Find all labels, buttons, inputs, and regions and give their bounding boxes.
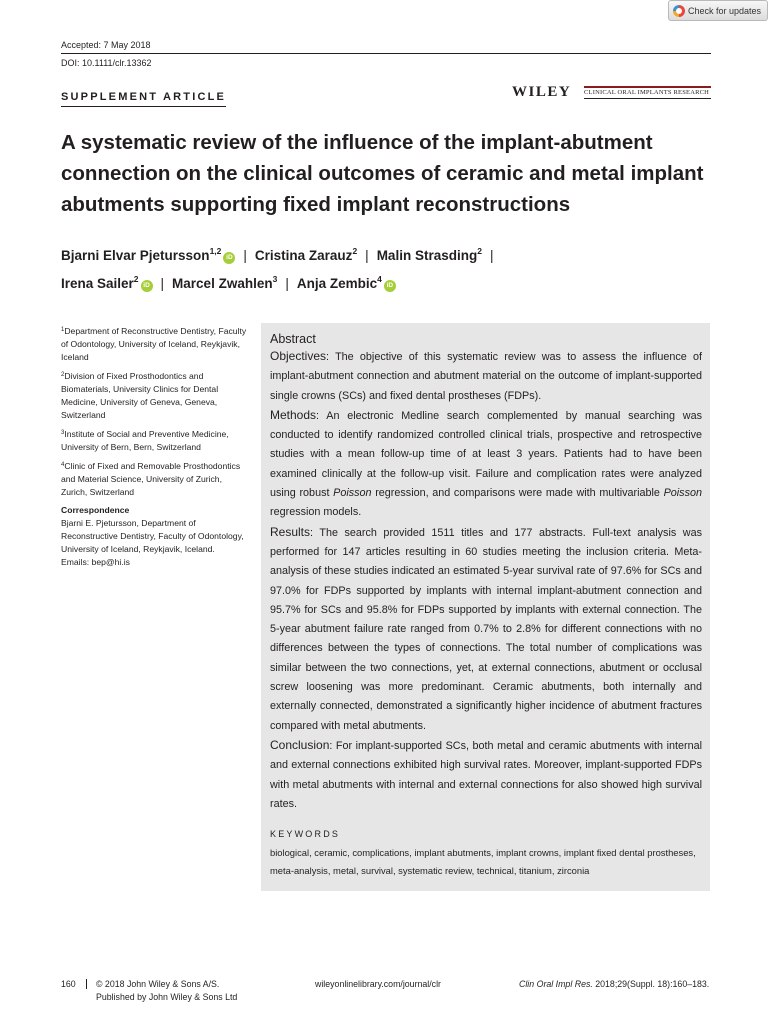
- copyright: © 2018 John Wiley & Sons A/S. Published by John Wiley & Sons Ltd: [96, 979, 238, 1002]
- author-name[interactable]: Malin Strasding$^2$: [376, 246, 482, 263]
- check-for-updates-button[interactable]: [668, 0, 768, 21]
- author-separator: |: [160, 276, 165, 291]
- affiliations: [61, 324, 247, 569]
- abstract-heading: Abstract: [270, 332, 316, 346]
- author-name[interactable]: Irena Sailer$^2$: [61, 274, 139, 291]
- abstract-conclusion: Conclusion: For implant-supported SCs, both metal and ceramic abutments with internal and external connections exhibited high survival rates. Moreover, implant-supported FDPs with metal abutments with internal and external connections for also showed high survival rates.: [270, 737, 702, 810]
- author-line-2: [61, 274, 721, 292]
- author-name[interactable]: Anja Zembic$^4$: [296, 274, 382, 291]
- orcid-icon[interactable]: iD: [223, 252, 235, 264]
- abstract-methods: Methods: An electronic Medline search complemented by manual searching was conducted to identify randomized controlled clinical trials, prospective and retrospective studies with a mean follow-up time of at least 3 years. Patients had to have been examined clinically at the follow-up visit. Failure and complication rates were analyzed using robust Poisson regression, and comparisons were made with multivariable Poisson regression models.: [270, 407, 702, 519]
- header-rule: [61, 53, 711, 54]
- doi[interactable]: DOI: 10.1111/clr.13362: [61, 58, 152, 68]
- orcid-icon[interactable]: iD: [141, 280, 153, 292]
- footer-divider: [86, 979, 87, 989]
- affiliation: $^4$Clinic of Fixed and Removable Prosthodontics and Material Science, University of Zurich, Zurich, Switzerland: [61, 461, 241, 497]
- journal-name: CLINICAL ORAL IMPLANTS RESEARCH: [584, 86, 711, 99]
- affiliation: $^1$Department of Reconstructive Dentistry, Faculty of Odontology, University of Iceland, Reykjavik, Iceland: [61, 326, 247, 362]
- author-name[interactable]: Bjarni Elvar Pjetursson$^{1,2}$: [61, 246, 222, 263]
- keywords-heading: KEYWORDS: [270, 829, 341, 840]
- affiliation: $^3$Institute of Social and Preventive Medicine, University of Bern, Bern, Switzerland: [61, 429, 229, 452]
- author-separator: |: [365, 248, 369, 263]
- article-title: A systematic review of the influence of the implant-abutment connection on the clinical outcomes of ceramic and metal implant abutments supporting fixed implant reconstructions: [61, 131, 704, 216]
- citation: Clin Oral Impl Res. 2018;29(Suppl. 18):160–183.: [519, 979, 710, 989]
- abstract-results: Results: The search provided 1511 titles and 177 abstracts. Full-text analysis was performed for 147 articles resulting in 60 studies meeting the inclusion criteria. Meta-analysis of these studies indicated an estimated 5-year survival rate of 97.6% for SCs and 97.0% for FDPs supported by implants with internal implant-abutment connection and 95.7% for SCs and 95.8% for FDPs supported by implants with external connection. The 5-year abutment failure rate ranged from 0.7% to 2.8% for different connections with no differences between the types of connections. The total number of complications was similar between the two connections, yet, at external connections, abutment or occlusal screw loosening was more predominant. Ceramic abutments, both internally and externally connected, demonstrated a significantly higher incidence of abutment fractures compared with metal abutments.: [270, 524, 702, 732]
- abstract-objectives: Objectives: The objective of this systematic review was to assess the influence of implant-abutment connection and abutment material on the outcome of implant-supported single crowns (SCs) and fixed dental prostheses (FDPs).: [270, 349, 702, 402]
- abstract-box: [261, 323, 710, 891]
- correspondence-text: Bjarni E. Pjetursson, Department of Reconstructive Dentistry, Faculty of Odontology, University of Iceland, Reykjavik, Iceland.: [61, 518, 244, 554]
- accepted-date: Accepted: 7 May 2018: [61, 40, 151, 50]
- author-name[interactable]: Cristina Zarauz$^2$: [254, 246, 358, 263]
- crossmark-icon: [673, 5, 685, 17]
- affiliation: $^2$Division of Fixed Prosthodontics and Biomaterials, University Clinics for Dental Medicine, University of Geneva, Geneva, Switzerland: [61, 371, 219, 420]
- correspondence-heading: Correspondence: [61, 505, 130, 515]
- correspondence-email[interactable]: Emails: bep@hi.is: [61, 557, 130, 567]
- author-name[interactable]: Marcel Zwahlen$^3$: [172, 274, 278, 291]
- journal-url[interactable]: wileyonlinelibrary.com/journal/clr: [315, 979, 441, 989]
- check-for-updates-label: Check for updates: [688, 5, 762, 16]
- author-separator: |: [243, 248, 247, 263]
- author-separator: |: [285, 276, 289, 291]
- publisher-logo: WILEY: [512, 84, 572, 100]
- orcid-icon[interactable]: iD: [384, 280, 396, 292]
- section-label: SUPPLEMENT ARTICLE: [61, 91, 226, 107]
- keywords-list: biological, ceramic, complications, implant abutments, implant crowns, implant fixed dental prostheses, meta-analysis, metal, survival, systematic review, technical, titanium, zirconia: [270, 847, 696, 876]
- author-separator: |: [489, 248, 494, 263]
- author-line-1: [61, 246, 721, 264]
- page-number: 160: [61, 979, 76, 989]
